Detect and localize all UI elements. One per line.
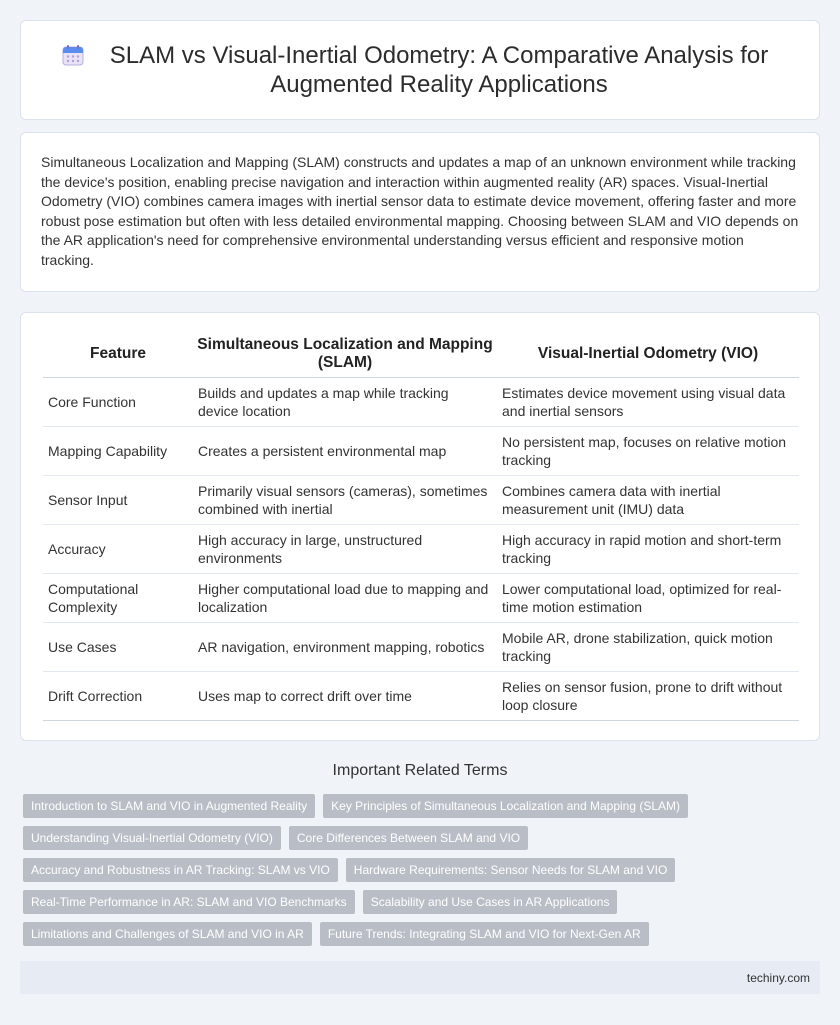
row-vio: No persistent map, focuses on relative motion tracking [497,426,799,475]
row-vio: Mobile AR, drone stabilization, quick motion tracking [497,622,799,671]
calendar-icon [61,43,85,67]
table-row [43,622,799,671]
related-tag[interactable]: Scalability and Use Cases in AR Applications [363,890,618,914]
row-feature: Mapping Capability [43,426,193,475]
related-tag[interactable]: Key Principles of Simultaneous Localization and Mapping (SLAM) [323,794,688,818]
related-terms-tags [23,794,803,946]
row-feature: Sensor Input [43,475,193,524]
comparison-table [43,331,799,721]
table-row [43,524,799,573]
row-slam: Uses map to correct drift over time [193,671,497,720]
table-header-row [43,331,799,377]
related-tag[interactable]: Accuracy and Robustness in AR Tracking: SLAM vs VIO [23,858,338,882]
row-feature: Accuracy [43,524,193,573]
related-tag[interactable]: Understanding Visual-Inertial Odometry (VIO) [23,826,281,850]
row-feature: Drift Correction [43,671,193,720]
row-vio: Lower computational load, optimized for real-time motion estimation [497,573,799,622]
row-slam: AR navigation, environment mapping, robotics [193,622,497,671]
comparison-card [20,312,820,741]
row-vio: Relies on sensor fusion, prone to drift without loop closure [497,671,799,720]
table-row [43,426,799,475]
row-feature: Use Cases [43,622,193,671]
header-feature: Feature [43,331,193,377]
row-vio: Estimates device movement using visual data and inertial sensors [497,377,799,426]
related-tag[interactable]: Introduction to SLAM and VIO in Augmented Reality [23,794,315,818]
header-slam: Simultaneous Localization and Mapping (SLAM) [193,331,497,377]
related-tag[interactable]: Real-Time Performance in AR: SLAM and VIO Benchmarks [23,890,355,914]
related-tag[interactable]: Core Differences Between SLAM and VIO [289,826,528,850]
page-title: SLAM vs Visual-Inertial Odometry: A Comparative Analysis for Augmented Reality Applications [109,42,769,98]
related-terms-heading: Important Related Terms [332,762,508,779]
related-tag[interactable]: Future Trends: Integrating SLAM and VIO for Next-Gen AR [320,922,649,946]
row-slam: Primarily visual sensors (cameras), sometimes combined with inertial [193,475,497,524]
intro-paragraph: Simultaneous Localization and Mapping (SLAM) constructs and updates a map of an unknown environment while tracking the device's position, enabling precise navigation and interaction within augmented reality (AR) spaces. Visual-Inertial Odometry (VIO) combines camera images with inertial sensor data to estimate device movement, offering faster and more robust pose estimation but often with less detailed environmental mapping. Choosing between SLAM and VIO depends on the AR application's need for comprehensive environmental understanding versus efficient and responsive motion tracking. [41,154,799,268]
row-slam: Builds and updates a map while tracking device location [193,377,497,426]
footer [20,961,820,994]
row-vio: Combines camera data with inertial measurement unit (IMU) data [497,475,799,524]
table-row [43,377,799,426]
row-slam: High accuracy in large, unstructured environments [193,524,497,573]
related-tag[interactable]: Hardware Requirements: Sensor Needs for SLAM and VIO [346,858,675,882]
row-vio: High accuracy in rapid motion and short-term tracking [497,524,799,573]
row-feature: Computational Complexity [43,573,193,622]
table-row [43,573,799,622]
header-vio: Visual-Inertial Odometry (VIO) [497,331,799,377]
footer-site[interactable]: techiny.com [746,970,810,985]
table-row [43,671,799,720]
title-wrap [61,41,779,99]
row-slam: Creates a persistent environmental map [193,426,497,475]
row-feature: Core Function [43,377,193,426]
table-row [43,475,799,524]
intro-card [20,132,820,292]
related-tag[interactable]: Limitations and Challenges of SLAM and VIO in AR [23,922,312,946]
row-slam: Higher computational load due to mapping and localization [193,573,497,622]
header-card [20,20,820,120]
